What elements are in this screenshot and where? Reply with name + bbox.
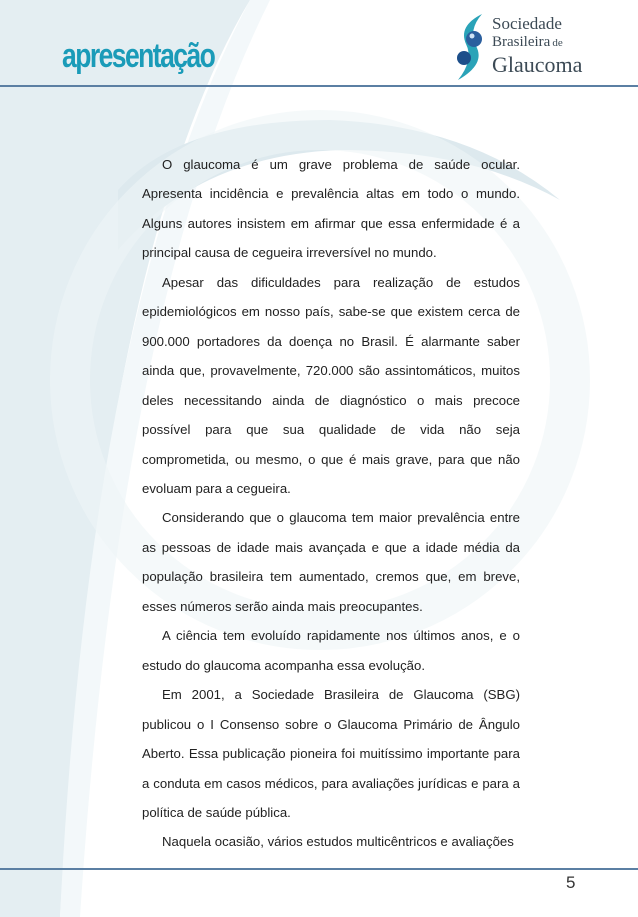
logo-line3: Glaucoma: [492, 52, 583, 77]
paragraph: Naquela ocasião, vários estudos multicêntricos e avaliações: [162, 834, 514, 850]
body-text: [142, 150, 520, 857]
logo-line2-row: [492, 33, 582, 52]
logo-line2: Brasileira: [492, 34, 551, 50]
logo-de: de: [552, 37, 563, 49]
paragraph: O glaucoma é um grave problema de saúde ocular. Apresenta incidência e prevalência altas em todo o mundo. Alguns autores insistem em afirmar que essa enfermidade é a principal causa de cegueira irreversível no mundo.: [142, 157, 520, 261]
logo-line1: Sociedade: [492, 14, 562, 33]
footer-rule: [0, 868, 638, 870]
logo-swirl-icon: [452, 12, 492, 82]
paragraph: A ciência tem evoluído rapidamente nos últimos anos, e o estudo do glaucoma acompanha essa evolução.: [142, 628, 520, 673]
section-title: apresentação: [62, 37, 215, 75]
paragraph: Apesar das dificuldades para realização de estudos epidemiológicos em nosso país, sabe-se que existem cerca de 900.000 portadores da doença no Brasil. É alarmante saber ainda que, provavelmente, 720.000 são assintomáticos, muitos deles necessitando ainda de diagnóstico o mais precoce possível para que sua qualidade de vida não seja comprometida, ou mesmo, o que é mais grave, para que não evoluam para a cegueira.: [142, 274, 520, 496]
paragraph: Considerando que o glaucoma tem maior prevalência entre as pessoas de idade mais avançada e que a idade média da população brasileira tem aumentado, cremos que, em breve, esses números serão ainda mais preocupantes.: [142, 510, 520, 614]
header-rule: [0, 85, 638, 87]
page-number: 5: [566, 873, 576, 892]
paragraph: Em 2001, a Sociedade Brasileira de Glaucoma (SBG) publicou o I Consenso sobre o Glaucoma Primário de Ângulo Aberto. Essa publicação pioneira foi muitíssimo importante para a conduta em casos médicos, para avaliações jurídicas e para a política de saúde pública.: [142, 687, 520, 820]
sbg-logo: [452, 12, 622, 82]
